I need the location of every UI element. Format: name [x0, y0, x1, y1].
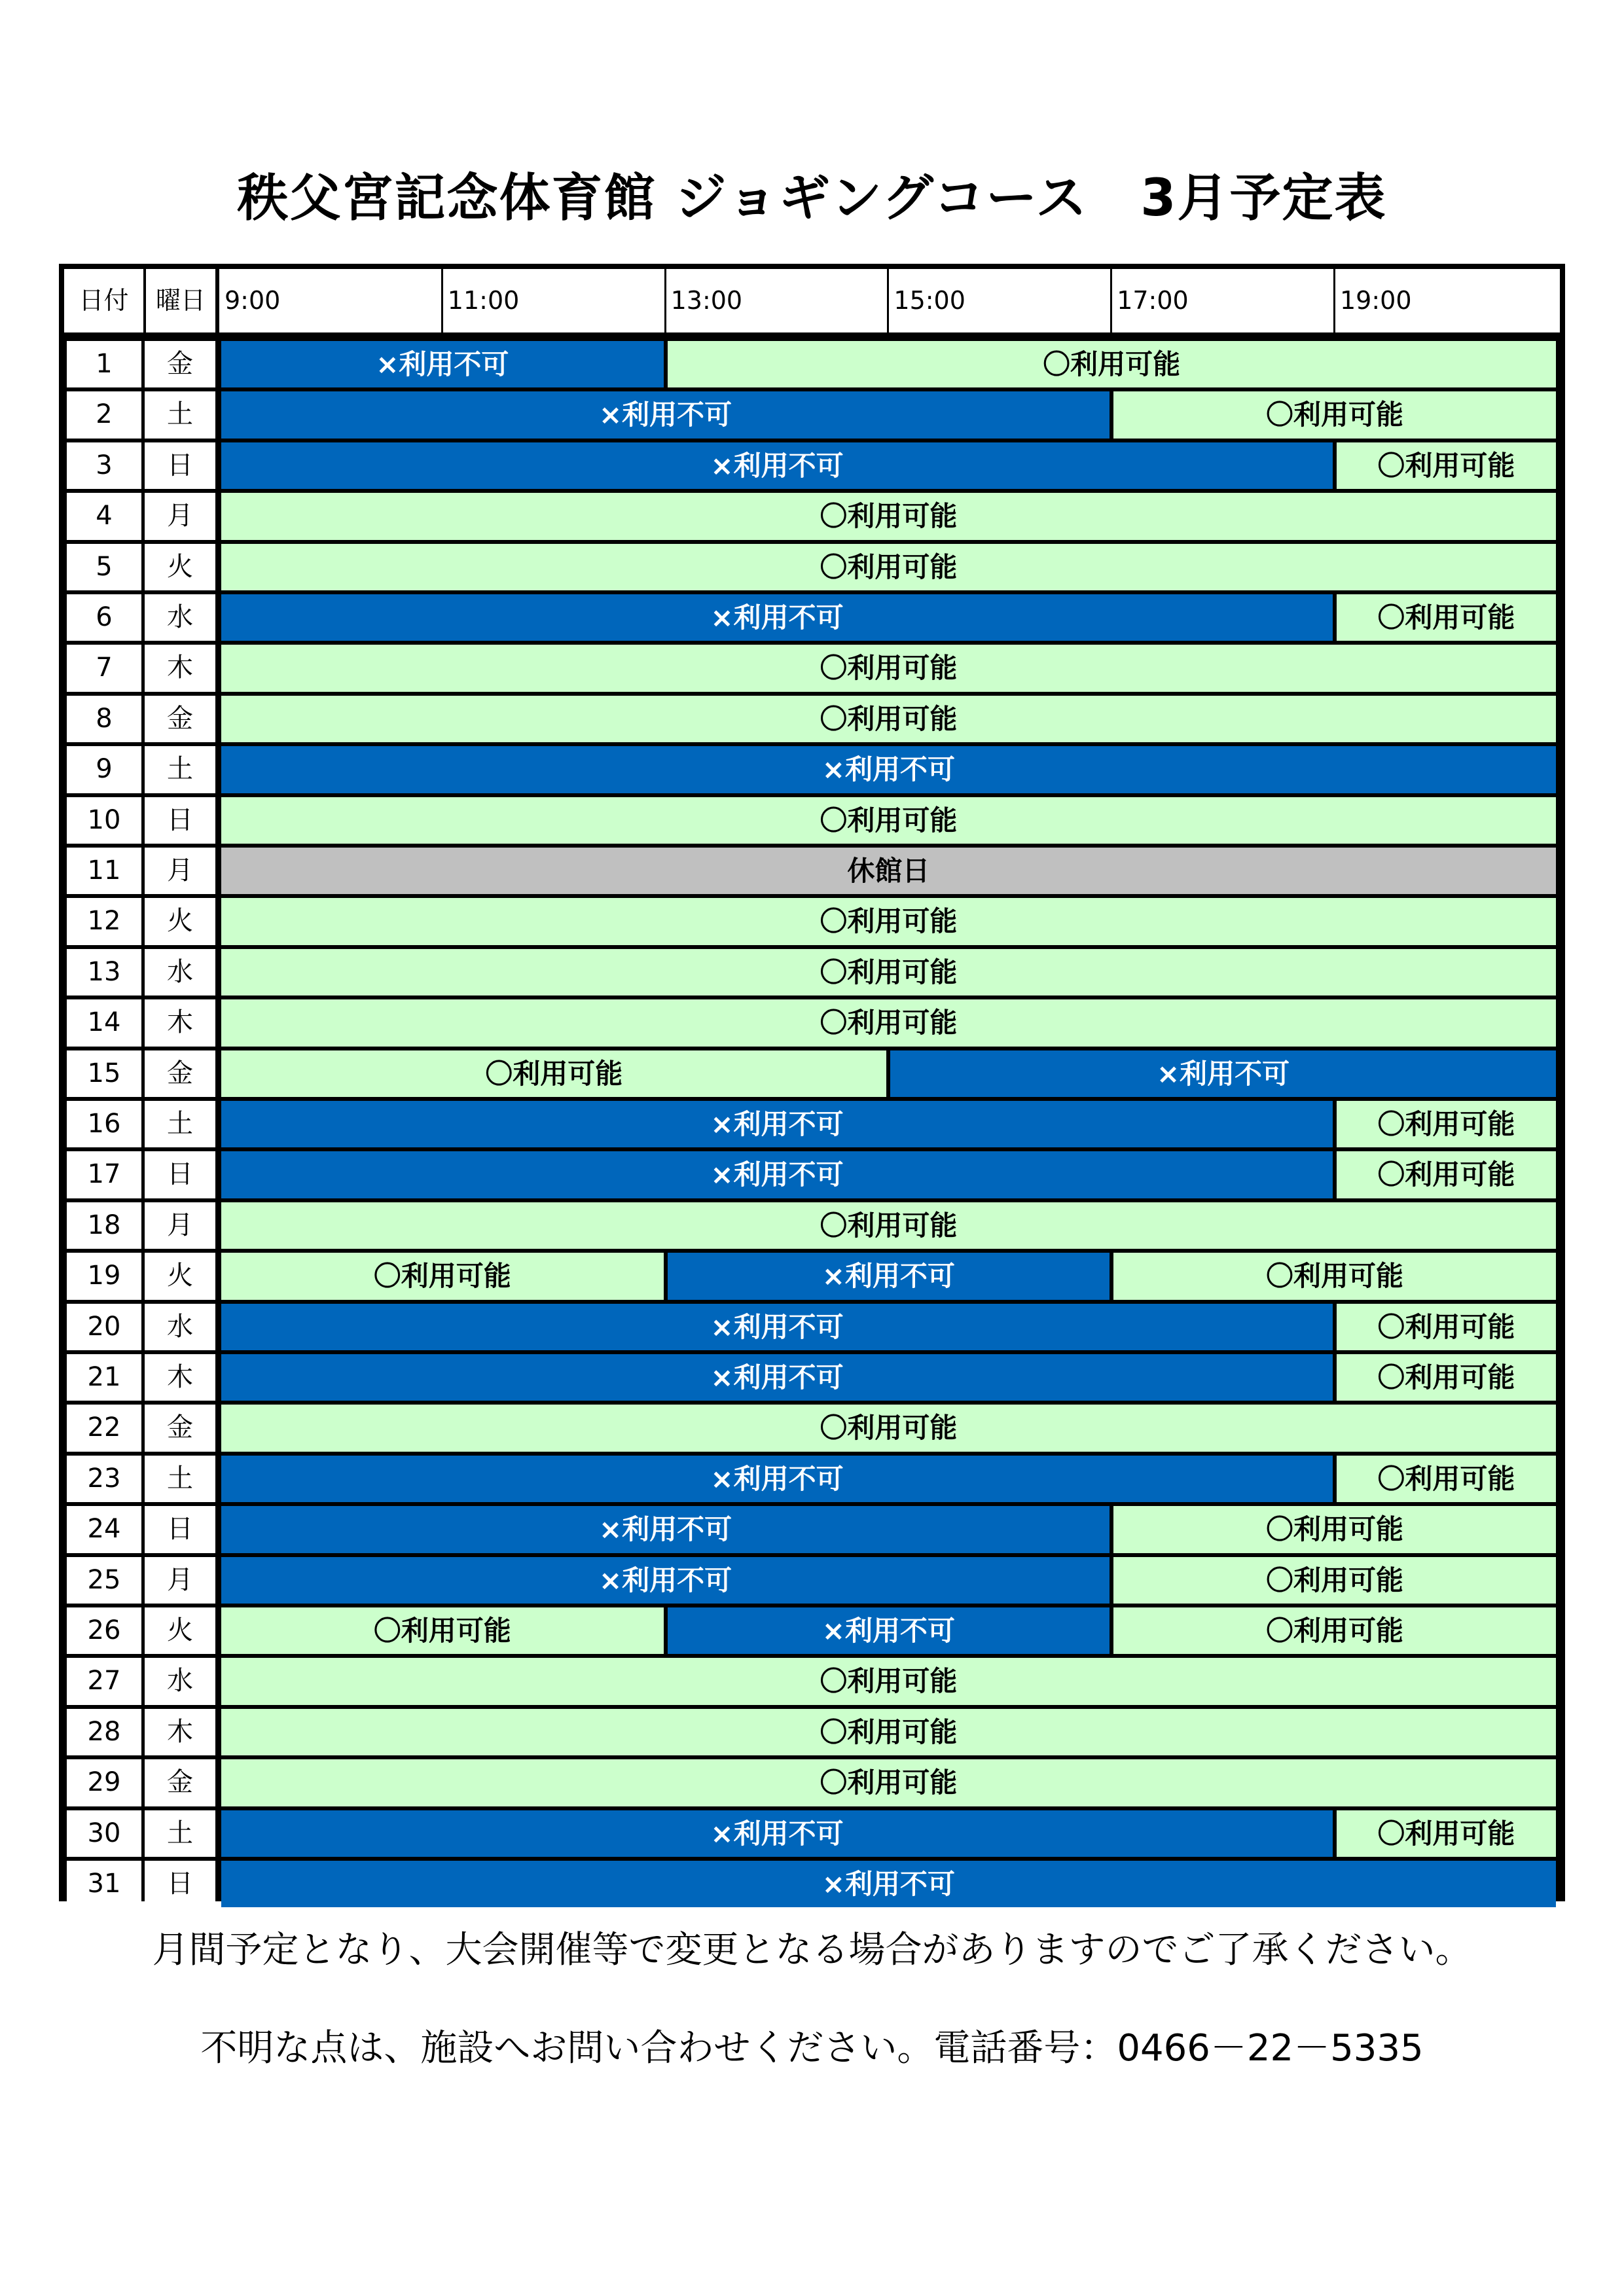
- available-block: 〇利用可能: [1337, 1810, 1556, 1857]
- weekday-cell: 金: [145, 1759, 215, 1806]
- weekday-cell: 土: [145, 391, 215, 438]
- table-row: [64, 1707, 1560, 1757]
- weekday-cell: 火: [145, 1607, 215, 1654]
- weekday-cell: 金: [145, 696, 215, 742]
- available-block: 〇利用可能: [1113, 1506, 1556, 1552]
- weekday-cell: 土: [145, 1456, 215, 1502]
- weekday-cell: 金: [145, 1050, 215, 1097]
- date-cell: 27: [67, 1658, 141, 1704]
- table-row: [64, 997, 1560, 1048]
- table-row: [64, 1656, 1560, 1706]
- date-cell: 30: [67, 1810, 141, 1857]
- unavailable-block: ×利用不可: [221, 1861, 1556, 1907]
- date-cell: 28: [67, 1709, 141, 1755]
- table-row: [64, 694, 1560, 744]
- date-cell: 16: [67, 1101, 141, 1147]
- unavailable-block: ×利用不可: [668, 1253, 1110, 1299]
- table-row: [64, 795, 1560, 846]
- available-block: 〇利用可能: [221, 1050, 886, 1097]
- date-cell: 13: [67, 949, 141, 996]
- date-cell: 31: [67, 1861, 141, 1907]
- date-cell: 7: [67, 645, 141, 691]
- table-row: [64, 389, 1560, 440]
- weekday-cell: 月: [145, 848, 215, 894]
- available-block: 〇利用可能: [1337, 1354, 1556, 1401]
- date-cell: 10: [67, 797, 141, 844]
- unavailable-block: ×利用不可: [221, 1557, 1110, 1604]
- available-block: 〇利用可能: [1113, 1607, 1556, 1654]
- date-cell: 9: [67, 746, 141, 793]
- table-row: [64, 1454, 1560, 1504]
- weekday-cell: 土: [145, 1810, 215, 1857]
- weekday-cell: 月: [145, 1202, 215, 1249]
- weekday-cell: 水: [145, 1658, 215, 1704]
- weekday-cell: 水: [145, 594, 215, 641]
- date-cell: 18: [67, 1202, 141, 1249]
- table-row: [64, 1149, 1560, 1200]
- table-row: [64, 1859, 1560, 1909]
- table-row: [64, 339, 1560, 389]
- page-title: 秩父宮記念体育館 ジョギングコース 3月予定表: [237, 169, 1387, 228]
- unavailable-block: ×利用不可: [221, 1151, 1333, 1198]
- weekday-cell: 月: [145, 1557, 215, 1604]
- contact-notice: 不明な点は、施設へお問い合わせください。電話番号：0466－22－5335: [200, 2027, 1424, 2070]
- available-block: 〇利用可能: [221, 696, 1556, 742]
- weekday-cell: 金: [145, 1405, 215, 1451]
- table-row: [64, 1251, 1560, 1301]
- date-cell: 1: [67, 341, 141, 387]
- weekday-cell: 木: [145, 1354, 215, 1401]
- date-cell: 15: [67, 1050, 141, 1097]
- date-cell: 14: [67, 999, 141, 1046]
- table-row: [64, 1605, 1560, 1656]
- date-cell: 8: [67, 696, 141, 742]
- available-block: 〇利用可能: [221, 1658, 1556, 1704]
- available-block: 〇利用可能: [221, 949, 1556, 996]
- date-cell: 19: [67, 1253, 141, 1299]
- time-slot-header: 17:00: [1117, 286, 1189, 315]
- available-block: 〇利用可能: [1113, 1557, 1556, 1604]
- table-row: [64, 1302, 1560, 1352]
- weekday-cell: 火: [145, 544, 215, 590]
- date-cell: 17: [67, 1151, 141, 1198]
- table-row: [64, 896, 1560, 946]
- available-block: 〇利用可能: [221, 999, 1556, 1046]
- unavailable-block: ×利用不可: [221, 341, 664, 387]
- table-row: [64, 1200, 1560, 1251]
- unavailable-block: ×利用不可: [221, 746, 1556, 793]
- available-block: 〇利用可能: [221, 1202, 1556, 1249]
- date-cell: 20: [67, 1304, 141, 1350]
- table-row: [64, 491, 1560, 541]
- date-cell: 29: [67, 1759, 141, 1806]
- table-row: [64, 1808, 1560, 1859]
- date-cell: 3: [67, 442, 141, 489]
- weekday-cell: 金: [145, 341, 215, 387]
- weekday-cell: 火: [145, 1253, 215, 1299]
- weekday-cell: 日: [145, 1861, 215, 1907]
- available-block: 〇利用可能: [221, 645, 1556, 691]
- time-slot-header: 11:00: [447, 286, 520, 315]
- available-block: 〇利用可能: [1337, 1304, 1556, 1350]
- table-row: [64, 947, 1560, 997]
- closed-day-block: 休館日: [221, 848, 1556, 894]
- date-cell: 23: [67, 1456, 141, 1502]
- weekday-cell: 日: [145, 1506, 215, 1552]
- date-cell: 12: [67, 898, 141, 944]
- available-block: 〇利用可能: [221, 797, 1556, 844]
- date-cell: 25: [67, 1557, 141, 1604]
- available-block: 〇利用可能: [1337, 442, 1556, 489]
- date-cell: 4: [67, 493, 141, 539]
- weekday-cell: 木: [145, 999, 215, 1046]
- table-row: [64, 643, 1560, 693]
- weekday-cell: 水: [145, 1304, 215, 1350]
- date-cell: 6: [67, 594, 141, 641]
- available-block: 〇利用可能: [221, 544, 1556, 590]
- weekday-cell: 土: [145, 1101, 215, 1147]
- available-block: 〇利用可能: [221, 1405, 1556, 1451]
- unavailable-block: ×利用不可: [221, 391, 1110, 438]
- weekday-cell: 月: [145, 493, 215, 539]
- unavailable-block: ×利用不可: [221, 1810, 1333, 1857]
- date-column-header: 日付: [79, 286, 129, 315]
- time-slot-header: 19:00: [1340, 286, 1412, 315]
- date-cell: 21: [67, 1354, 141, 1401]
- available-block: 〇利用可能: [1337, 1151, 1556, 1198]
- unavailable-block: ×利用不可: [221, 1506, 1110, 1552]
- table-row: [64, 592, 1560, 643]
- date-cell: 24: [67, 1506, 141, 1552]
- date-cell: 11: [67, 848, 141, 894]
- available-block: 〇利用可能: [1113, 1253, 1556, 1299]
- available-block: 〇利用可能: [221, 1253, 664, 1299]
- weekday-column-header: 曜日: [155, 286, 206, 315]
- unavailable-block: ×利用不可: [221, 1354, 1333, 1401]
- available-block: 〇利用可能: [221, 1759, 1556, 1806]
- table-row: [64, 744, 1560, 795]
- available-block: 〇利用可能: [1337, 1456, 1556, 1502]
- date-cell: 22: [67, 1405, 141, 1451]
- weekday-cell: 水: [145, 949, 215, 996]
- weekday-cell: 日: [145, 1151, 215, 1198]
- unavailable-block: ×利用不可: [221, 442, 1333, 489]
- available-block: 〇利用可能: [668, 341, 1556, 387]
- table-header-row: [64, 269, 1560, 332]
- unavailable-block: ×利用不可: [221, 594, 1333, 641]
- time-slot-header: 13:00: [670, 286, 743, 315]
- unavailable-block: ×利用不可: [221, 1101, 1333, 1147]
- available-block: 〇利用可能: [221, 1607, 664, 1654]
- available-block: 〇利用可能: [1113, 391, 1556, 438]
- time-slot-header: 15:00: [893, 286, 965, 315]
- table-row: [64, 1403, 1560, 1453]
- weekday-cell: 土: [145, 746, 215, 793]
- table-row: [64, 846, 1560, 896]
- weekday-cell: 日: [145, 442, 215, 489]
- date-cell: 26: [67, 1607, 141, 1654]
- table-row: [64, 1555, 1560, 1605]
- available-block: 〇利用可能: [1337, 594, 1556, 641]
- schedule-table: [59, 264, 1565, 1901]
- date-cell: 5: [67, 544, 141, 590]
- weekday-cell: 木: [145, 1709, 215, 1755]
- weekday-cell: 日: [145, 797, 215, 844]
- unavailable-block: ×利用不可: [221, 1304, 1333, 1350]
- table-row: [64, 542, 1560, 592]
- weekday-cell: 火: [145, 898, 215, 944]
- unavailable-block: ×利用不可: [890, 1050, 1555, 1097]
- table-row: [64, 1049, 1560, 1099]
- table-row: [64, 1352, 1560, 1403]
- table-row: [64, 1504, 1560, 1554]
- table-row: [64, 1757, 1560, 1808]
- date-cell: 2: [67, 391, 141, 438]
- schedule-change-notice: 月間予定となり、大会開催等で変更となる場合がありますのでご了承ください。: [152, 1929, 1472, 1971]
- time-slot-header: 9:00: [225, 286, 281, 315]
- weekday-cell: 木: [145, 645, 215, 691]
- available-block: 〇利用可能: [1337, 1101, 1556, 1147]
- table-row: [64, 1099, 1560, 1149]
- table-row: [64, 440, 1560, 491]
- unavailable-block: ×利用不可: [668, 1607, 1110, 1654]
- available-block: 〇利用可能: [221, 493, 1556, 539]
- unavailable-block: ×利用不可: [221, 1456, 1333, 1502]
- available-block: 〇利用可能: [221, 1709, 1556, 1755]
- available-block: 〇利用可能: [221, 898, 1556, 944]
